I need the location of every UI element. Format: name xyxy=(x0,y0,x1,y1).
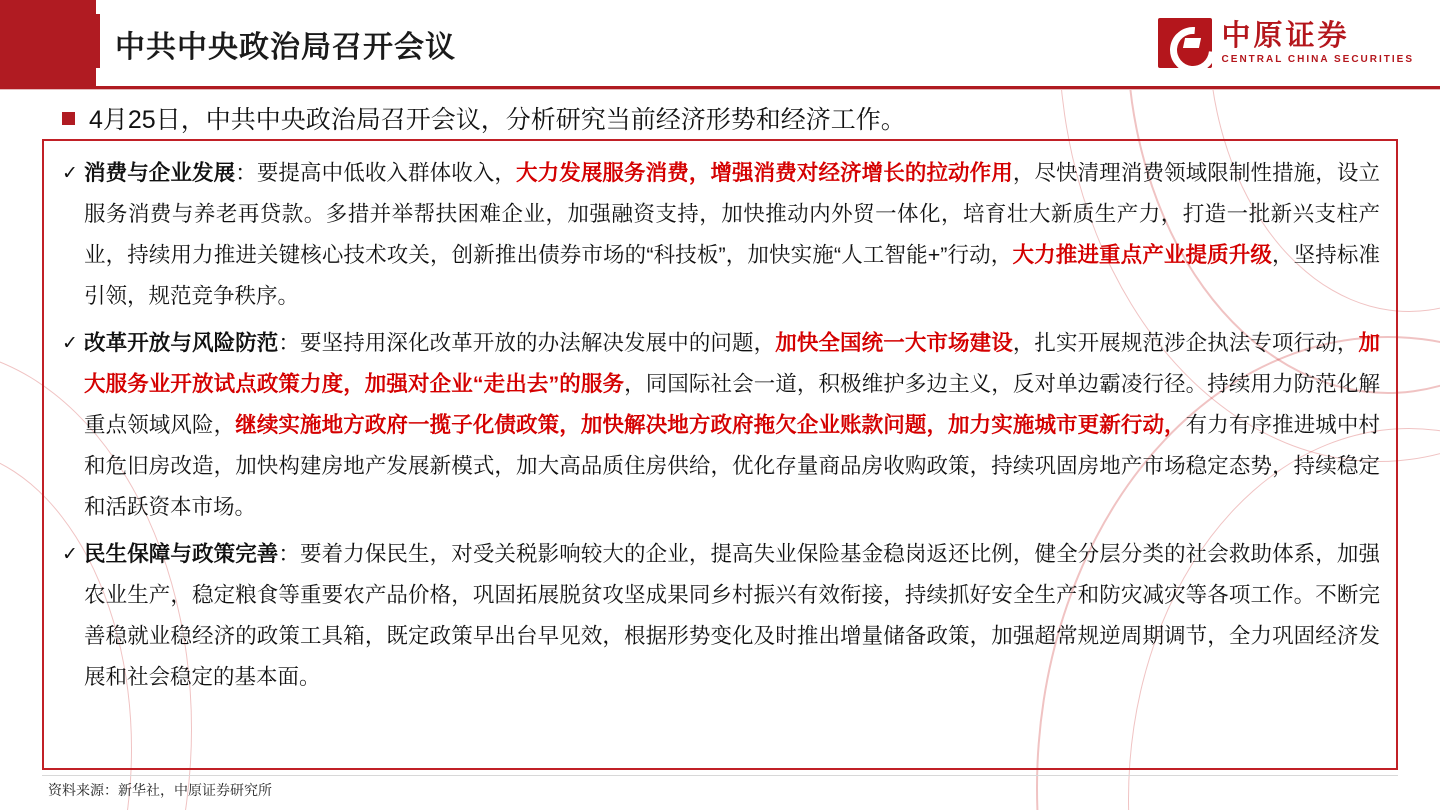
body-text: ：要着力保民生，对受关税影响较大的企业，提高失业保险基金稳岗返还比例，健全分层分类的社会救助体系，加强农业生产，稳定粮食等重要农产品价格，巩固拓展脱贫攻坚成果同乡村振兴有效衔接，持续抓好安全生产和防灾减灾等各项工作。不断完善稳就业稳经济的政策工具箱，既定政策早出台早见效，根据形势变化及时推出增量储备政策，加强超常规逆周期调节，全力巩固经济发展和社会稳定的基本面。 xyxy=(84,542,1380,689)
content-paragraph xyxy=(60,534,1380,698)
content-box xyxy=(42,139,1398,770)
content-paragraph xyxy=(60,153,1380,317)
body-text: ，扎实开展规范涉企执法专项行动， xyxy=(1012,331,1359,355)
body-text: ，坚持标准引领，规范竞争秩序。 xyxy=(84,243,1380,308)
body-text: ：要坚持用深化改革开放的办法解决发展中的问题， xyxy=(278,331,776,355)
footer-divider xyxy=(42,775,1398,776)
check-icon: ✓ xyxy=(62,333,78,354)
paragraph-text xyxy=(84,153,1380,317)
highlighted-text: 加大服务业开放试点政策力度，加强对企业“走出去”的服务 xyxy=(84,331,1380,396)
header-divider-light xyxy=(0,89,1440,90)
header-accent-bar xyxy=(96,14,100,68)
paragraph-heading: 民生保障与政策完善 xyxy=(84,542,279,566)
logo-name-cn: 中原证券 xyxy=(1221,18,1350,52)
body-text: ，尽快清理消费领域限制性措施，设立服务消费与养老再贷款。多措并举帮扶困难企业，加强融资支持，加快推动内外贸一体化，培育壮大新质生产力，打造一批新兴支柱产业，持续用力推进关键核心技术攻关，创新推出债券市场的“科技板”，加快实施“人工智能+”行动， xyxy=(84,161,1380,267)
logo-name-en: CENTRAL CHINA SECURITIES xyxy=(1221,54,1414,65)
company-logo xyxy=(1158,18,1414,68)
paragraph-text xyxy=(84,323,1380,528)
highlighted-text: 大力推进重点产业提质升级 xyxy=(1012,243,1272,267)
slide-header xyxy=(0,0,1440,86)
highlighted-text: 大力发展服务消费，增强消费对经济增长的拉动作用 xyxy=(516,161,1013,185)
highlighted-text: 继续实施地方政府一揽子化债政策，加快解决地方政府拖欠企业账款问题，加力实施城市更新行动， xyxy=(235,413,1186,437)
body-text: ：要提高中低收入群体收入， xyxy=(235,161,517,185)
logo-mark-icon xyxy=(1158,18,1212,68)
lead-bullet-line xyxy=(62,100,906,136)
bullet-square-icon xyxy=(62,112,75,125)
body-text: 有力有序推进城中村和危旧房改造，加快构建房地产发展新模式，加大高品质住房供给，优化存量商品房收购政策，持续巩固房地产市场稳定态势，持续稳定和活跃资本市场。 xyxy=(84,413,1380,519)
lead-text: 4月25日，中共中央政治局召开会议，分析研究当前经济形势和经济工作。 xyxy=(89,106,906,134)
check-icon: ✓ xyxy=(62,163,78,184)
page-title: 中共中央政治局召开会议 xyxy=(115,31,456,64)
logo-text xyxy=(1221,18,1414,65)
header-color-block xyxy=(0,0,96,86)
highlighted-text: 加快全国统一大市场建设 xyxy=(775,331,1013,355)
content-paragraph xyxy=(60,323,1380,528)
paragraph-heading: 改革开放与风险防范 xyxy=(84,331,279,355)
paragraph-text xyxy=(84,534,1380,698)
paragraph-heading: 消费与企业发展 xyxy=(84,161,236,185)
source-note: 资料来源：新华社，中原证券研究所 xyxy=(48,782,272,798)
body-text: ，同国际社会一道，积极维护多边主义，反对单边霸凌行径。持续用力防范化解重点领域风险， xyxy=(84,372,1380,437)
check-icon: ✓ xyxy=(62,544,78,565)
